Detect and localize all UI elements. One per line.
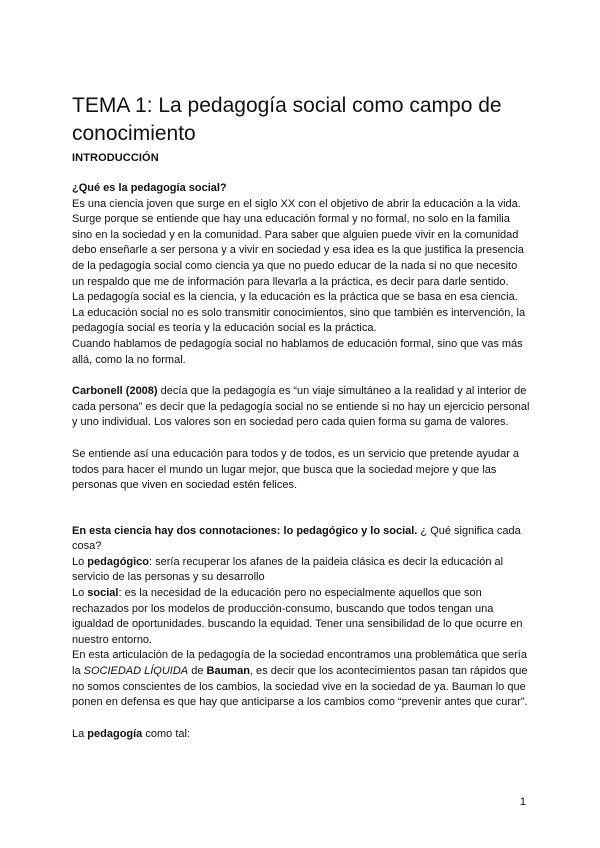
spacer xyxy=(72,711,532,727)
closing-prefix: La xyxy=(72,727,88,740)
definition-paragraph: Es una ciencia joven que surge en el siglo XX con el objetivo de abrir la educación a la vida. Surge porque se entiende que hay una educación formal y no formal, no solo en la familia sino en la sociedad y en la comunidad. Para saber que alguien puede vivir en la comunidad debo enseñarle a ser persona y a vivir en sociedad y esa idea es la que justifica la presencia de la pedagogía social como ciencia ya que no puedo educar de la nada si no que necesito un respaldo que me de información para llevarla a la práctica, es decir para darle sentido. xyxy=(72,197,524,288)
term-sociedad-liquida: SOCIEDAD LÍQUIDA xyxy=(83,665,189,678)
social-text: : es la necesidad de la educación pero no especialmente aquellos que son rechazados por los modelos de producción-consumo, buscando que todos tengan una igualdad de oportunidades. buscando la equidad. Tener una sensibilidad de lo que ocurre en nuestro entorno. xyxy=(72,587,523,646)
liquid-text-part2: de xyxy=(188,665,207,678)
term-pedagogico: pedagógico xyxy=(87,555,150,568)
spacer xyxy=(72,431,532,447)
spacer xyxy=(72,494,532,524)
carbonell-paragraph xyxy=(72,384,532,431)
science-practice-paragraph: La pedagogía social es la ciencia, y la educación es la práctica que se basa en esa ciencia. xyxy=(72,291,518,304)
liquid-text-part1: En esta articulación de la pedagogía de la sociedad encontramos una problemática que sería la xyxy=(72,649,527,678)
section-heading-introduccion: INTRODUCCIÓN xyxy=(72,152,159,164)
question-heading: ¿Qué es la pedagogía social? xyxy=(72,182,227,194)
non-formal-paragraph: Cuando hablamos de pedagogía social no hablamos de educación formal, sino que vas más allá, como la no formal. xyxy=(72,337,523,366)
pedagogico-definition xyxy=(72,555,532,586)
pedagogico-text: : sería recuperar los afanes de la paideia clásica es decir la educación al servicio de las personas y su desarrollo xyxy=(72,555,504,584)
liquid-society-paragraph xyxy=(72,648,532,710)
document-title: TEMA 1: La pedagogía social como campo de conocimiento xyxy=(72,94,502,145)
author-bauman: Bauman xyxy=(206,665,250,678)
closing-suffix: como tal: xyxy=(142,727,190,740)
connotations-question: ¿ Qué significa cada cosa? xyxy=(72,524,521,553)
term-social: social xyxy=(87,587,119,600)
theory-practice-paragraph: La educación social no es solo transmitir conocimientos, sino que también es intervención, la pedagogía social es teoría y la educación social es la práctica. xyxy=(72,306,526,335)
connotations-heading: En esta ciencia hay dos connotaciones: lo pedagógico y lo social. xyxy=(72,524,418,537)
document-body xyxy=(72,181,532,742)
education-for-all-paragraph: Se entiende así una educación para todos y de todos, es un servicio que pretende ayudar a todos para hacer el mundo un lugar mejor, que busca que la sociedad mejore y que las personas que viven en sociedad estén felices. xyxy=(72,447,520,492)
spacer xyxy=(72,368,532,384)
article-text: Lo xyxy=(72,587,88,600)
term-pedagogia: pedagogía xyxy=(87,727,143,740)
connotations-paragraph xyxy=(72,524,532,555)
liquid-text-part3: , es decir que los acontecimientos pasan tan rápidos que no somos conscientes de los cambios, la sociedad vive en la sociedad de ya. Bauman lo que ponen en defensa es que hay que anticiparse a los cambios como “prevenir antes que curar”. xyxy=(72,665,528,709)
carbonell-text: decía que la pedagogía es “un viaje simultáneo a la realidad y al interior de cada persona” es decir que la pedagogía social no se entiende si no hay un ejercicio personal y uno individual. Los valores son en sociedad pero cada quien forma su gama de valores. xyxy=(72,385,530,429)
closing-line xyxy=(72,727,532,743)
social-definition xyxy=(72,586,532,648)
carbonell-citation: Carbonell (2008) xyxy=(72,385,158,398)
article-text: Lo xyxy=(72,555,88,568)
page-number: 1 xyxy=(519,796,526,808)
